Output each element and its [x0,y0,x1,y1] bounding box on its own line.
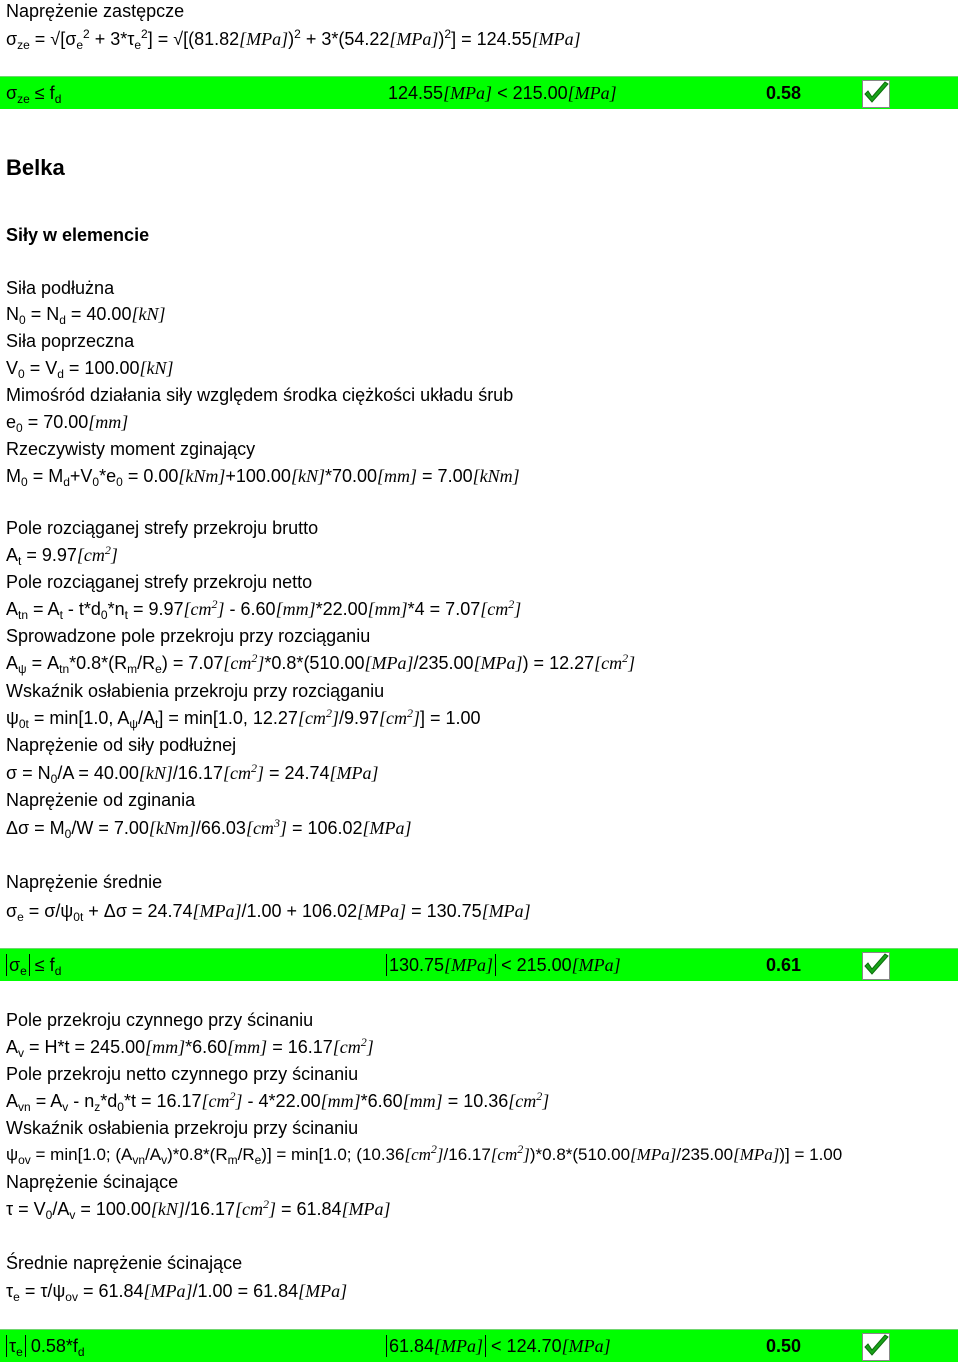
label-axial-force: Siła podłużna [6,278,115,298]
label-weakening-tension: Wskaźnik osłabienia przekroju przy rozciąganiu [6,681,385,701]
heading-belka: Belka [6,155,65,180]
formula-weakening-shear: $\psi_{ov} = \min[1.0$; $(A_{vn}/A_v)*0.8*(R_m/R_e)] = \min[1.0$; $(10.36[cm^2]/16.17[cm^2])*0.8*(510.00[MPa]/235.00[MPa])] = 1.00$ [6,1142,843,1167]
check-values: 124.55[MPa] < 215.00[MPa] [388,83,617,103]
label-bending-stress: Naprężenie od zginania [6,790,196,810]
heading-forces: Siły w elemencie [6,225,150,245]
check-condition: $\sigma_e \le f_d$ [6,949,61,981]
check-values: 130.75[MPa] < 215.00[MPa] [386,949,621,981]
check-icon [862,952,890,980]
formula-axial-force: $N_0 = N_d = 40.00[kN]$ [6,304,166,327]
check-values: 61.84[MPa] < 124.70[MPa] [386,1330,611,1362]
check-ratio: 0.50 [766,1336,802,1356]
label-shear-area: Pole przekroju czynnego przy ścinaniu [6,1010,314,1030]
check-ratio: 0.61 [766,955,802,975]
label-mean-stress: Naprężenie średnie [6,872,163,892]
label-reduced-area: Sprowadzone pole przekroju przy rozciąganiu [6,626,371,646]
label-shear-force: Siła poprzeczna [6,331,135,351]
check-bar-shear-stress [0,1329,958,1362]
label-eccentricity: Mimośród działania siły względem środka ciężkości układu śrub [6,385,514,405]
formula-mean-shear-stress: $\tau_e = \tau/\psi_{ov} = 61.84[MPa]/1.00 = 61.84[MPa]$ [6,1281,348,1304]
check-icon [862,1333,890,1361]
formula-equivalent-stress: $\sigma_{ze} = √[\sigma_e^2 + 3*\tau_e^2] = √[(81.82[MPa])^2 + 3*(54.22[MPa])^2] = 124.55[MPa]$ [6,27,581,52]
formula-shear-force: $V_0 = V_d = 100.00[kN]$ [6,358,174,381]
label-shear-area-net: Pole przekroju netto czynnego przy ścinaniu [6,1064,359,1084]
label-axial-stress: Naprężenie od siły podłużnej [6,735,237,755]
heading-equivalent-stress: Naprężenie zastępcze [6,1,185,21]
label-tension-area-gross: Pole rozciąganej strefy przekroju brutto [6,518,319,538]
check-condition: $\tau_e$ $0.58*f_d$ [6,1330,85,1362]
formula-eccentricity: $e_0 = 70.00[mm]$ [6,412,129,435]
formula-axial-stress: $\sigma = N_0/A = 40.00[kN]/16.17[cm^2] = 24.74[MPa]$ [6,761,379,786]
check-bar-equivalent-stress [0,76,958,109]
formula-shear-area-net: $A_{vn} = A_v - n_z*d_0*t = 16.17[cm^2] - 4*22.00[mm]*6.60[mm] = 10.36[cm^2]$ [6,1089,550,1114]
label-mean-shear-stress: Średnie naprężenie ścinające [6,1253,243,1273]
formula-moment: $M_0 = M_d+V_0*e_0 = 0.00[kNm]+100.00[kN]*70.00[mm] = 7.00[kNm]$ [6,466,520,489]
check-condition: $\sigma_{ze} \le f_d$ [6,83,62,106]
formula-tension-area-net: $A_{tn} = A_t - t*d_0*n_t = 9.97[cm^2] - 6.60[mm]*22.00[mm]*4 = 7.07[cm^2]$ [6,597,522,622]
label-shear-stress: Naprężenie ścinające [6,1172,179,1192]
formula-reduced-area: $A_\psi = A_{tn}*0.8*(R_m/R_e) = 7.07[cm^2]*0.8*(510.00[MPa]/235.00[MPa]) = 12.27[cm^2]$ [6,651,636,676]
check-icon [862,80,890,108]
label-weakening-shear: Wskaźnik osłabienia przekroju przy ścinaniu [6,1118,359,1138]
formula-tension-area-gross: $A_t = 9.97[cm^2]$ [6,543,118,568]
check-ratio: 0.58 [766,83,802,103]
check-bar-normal-stress [0,948,958,981]
formula-mean-stress: $\sigma_e = \sigma/\psi_{0t} + \Delta\sigma = 24.74[MPa]/1.00 + 106.02[MPa] = 130.75[MPa]$ [6,901,531,924]
formula-bending-stress: $\Delta\sigma = M_0/W = 7.00[kNm]/66.03[cm^3] = 106.02[MPa]$ [6,816,412,841]
label-tension-area-net: Pole rozciąganej strefy przekroju netto [6,572,313,592]
formula-weakening-tension: $\psi_{0t} = \min[1.0$, $A_\psi/A_t] = \min[1.0$, $12.27[cm^2]/9.97[cm^2]] = 1.00$ [6,706,481,731]
label-moment: Rzeczywisty moment zginający [6,439,256,459]
formula-shear-area: $A_v = H*t = 245.00[mm]*6.60[mm] = 16.17[cm^2]$ [6,1035,374,1060]
formula-shear-stress: $\tau = V_0/A_v = 100.00[kN]/16.17[cm^2] = 61.84[MPa]$ [6,1197,391,1222]
